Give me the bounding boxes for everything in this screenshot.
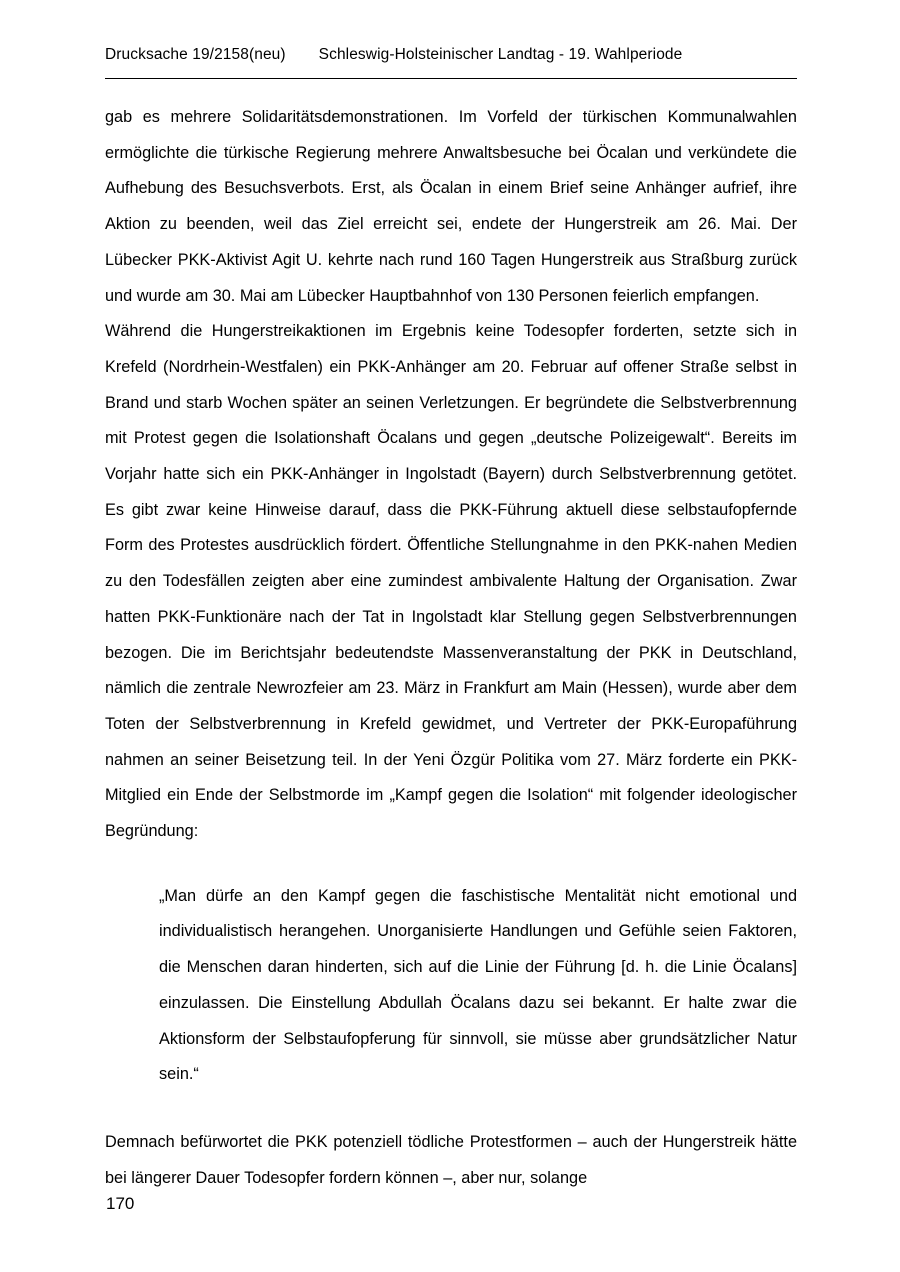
- paragraph-continuation: gab es mehrere Solidaritätsdemonstrationen. Im Vorfeld der türkischen Kommunalwahlen ermöglichte die türkische Regierung mehrere Anwaltsbesuche bei Öcalan und verkündete die Aufhebung des Besuchsverbots. Erst, als Öcalan in einem Brief seine Anhänger aufrief, ihre Aktion zu beenden, weil das Ziel erreicht sei, endete der Hungerstreik am 26. Mai. Der Lübecker PKK-Aktivist Agit U. kehrte nach rund 160 Tagen Hungerstreik aus Straßburg zurück und wurde am 30. Mai am Lübecker Hauptbahnhof von 130 Personen feierlich empfangen.: [105, 108, 797, 305]
- header-parliament-title: Schleswig-Holsteinischer Landtag - 19. Wahlperiode: [318, 46, 683, 63]
- header-document-number: Drucksache 19/2158(neu): [105, 46, 286, 63]
- block-quote: „Man dürfe an den Kampf gegen die faschistische Mentalität nicht emotional und individualistisch herangehen. Unorganisierte Handlungen und Gefühle seien Faktoren, die Menschen daran hinderten, sich auf die Linie der Führung [d. h. die Linie Öcalans] einzulassen. Die Einstellung Abdullah Öcalans dazu sei bekannt. Er halte zwar die Aktionsform der Selbstaufopferung für sinnvoll, sie müsse aber grundsätzlicher Natur sein.“: [159, 886, 797, 1084]
- page-number: 170: [106, 1194, 135, 1213]
- spacer-before-quote: [105, 850, 797, 879]
- page-header: [105, 46, 795, 64]
- page-content: [105, 100, 797, 1196]
- paragraph-conclusion: Demnach befürwortet die PKK potenziell tödliche Protestformen – auch der Hungerstreik hätte bei längerer Dauer Todesopfer fordern können –, aber nur, solange: [105, 1132, 797, 1187]
- header-divider: [105, 78, 797, 79]
- spacer-after-quote: [105, 1093, 797, 1125]
- paragraph-self-immolation: Während die Hungerstreikaktionen im Ergebnis keine Todesopfer forderten, setzte sich in Krefeld (Nordrhein-Westfalen) ein PKK-Anhänger am 20. Februar auf offener Straße selbst in Brand und starb Wochen später an seinen Verletzungen. Er begründete die Selbstverbrennung mit Protest gegen die Isolationshaft Öcalans und gegen „deutsche Polizeigewalt“. Bereits im Vorjahr hatte sich ein PKK-Anhänger in Ingolstadt (Bayern) durch Selbstverbrennung getötet. Es gibt zwar keine Hinweise darauf, dass die PKK-Führung aktuell diese selbstaufopfernde Form des Protestes ausdrücklich fördert. Öffentliche Stellungnahme in den PKK-nahen Medien zu den Todesfällen zeigten aber eine zumindest ambivalente Haltung der Organisation. Zwar hatten PKK-Funktionäre nach der Tat in Ingolstadt klar Stellung gegen Selbstverbrennungen bezogen. Die im Berichtsjahr bedeutendste Massenveranstaltung der PKK in Deutschland, nämlich die zentrale Newrozfeier am 23. März in Frankfurt am Main (Hessen), wurde aber dem Toten der Selbstverbrennung in Krefeld gewidmet, und Vertreter der PKK-Europaführung nahmen an seiner Beisetzung teil. In der Yeni Özgür Politika vom 27. März forderte ein PKK-Mitglied ein Ende der Selbstmorde im „Kampf gegen die Isolation“ mit folgender ideologischer Begründung:: [105, 322, 797, 841]
